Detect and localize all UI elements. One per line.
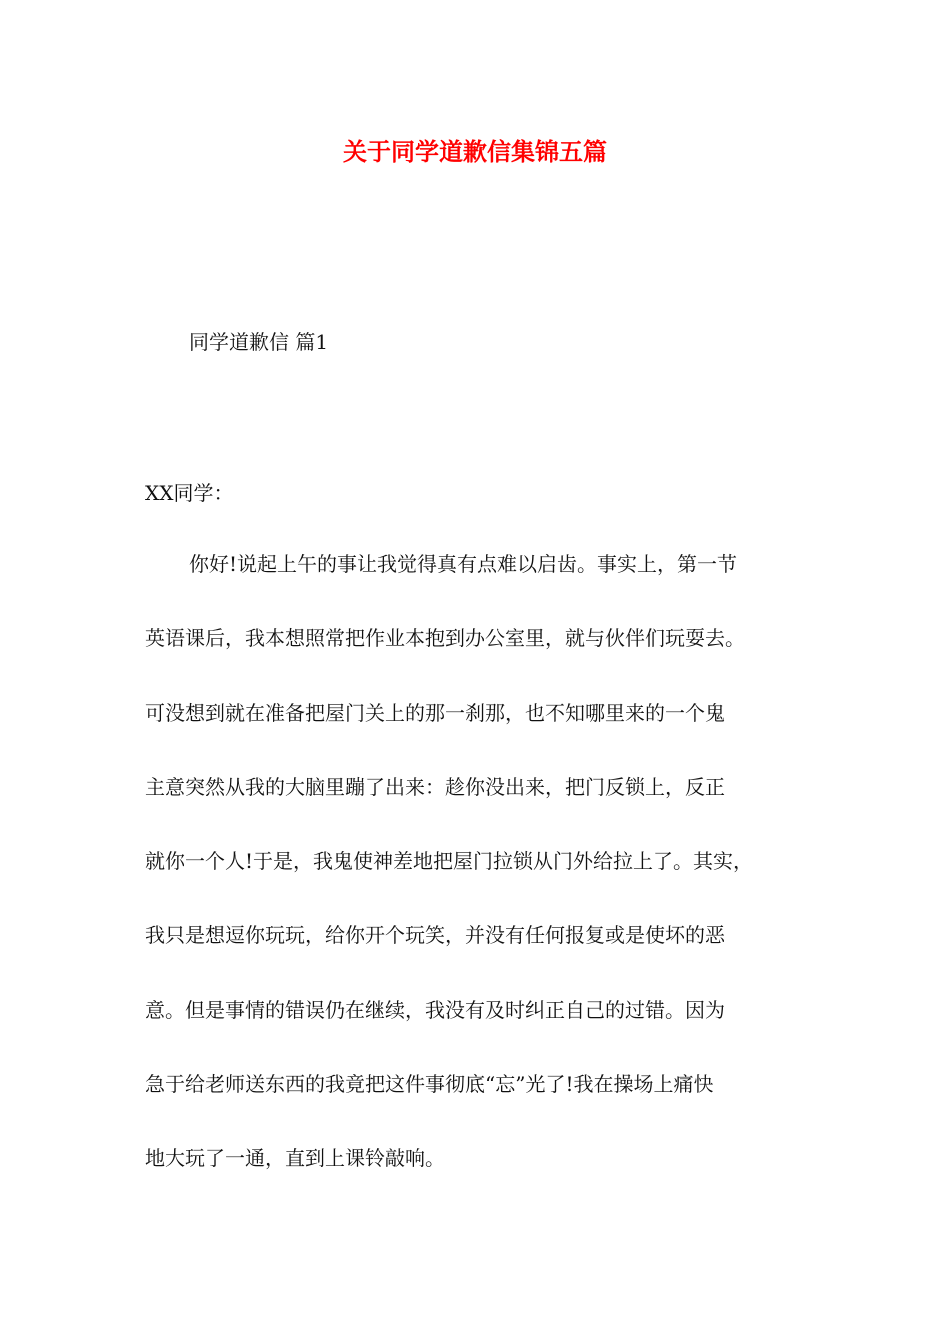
body-line: 可没想到就在准备把屋门关上的那一刹那，也不知哪里来的一个鬼: [145, 700, 725, 725]
body-line: 就你一个人!于是，我鬼使神差地把屋门拉锁从门外给拉上了。其实，: [145, 849, 754, 874]
body-line: 意。但是事情的错误仍在继续，我没有及时纠正自己的过错。因为: [145, 997, 725, 1022]
section-heading: 同学道歉信 篇1: [189, 330, 329, 354]
body-line: 地大玩了一通，直到上课铃敲响。: [145, 1146, 445, 1171]
document-title: 关于同学道歉信集锦五篇: [343, 137, 607, 166]
body-line: 英语课后，我本想照常把作业本抱到办公室里，就与伙伴们玩耍去。: [145, 626, 745, 651]
salutation: XX同学：: [145, 481, 234, 505]
body-line: 主意突然从我的大脑里蹦了出来：趁你没出来，把门反锁上，反正: [145, 774, 725, 799]
body-line: 你好!说起上午的事让我觉得真有点难以启齿。事实上，第一节: [189, 552, 738, 576]
body-line: 急于给老师送东西的我竟把这件事彻底“忘”光了!我在操场上痛快: [145, 1072, 714, 1097]
body-line: 我只是想逗你玩玩，给你开个玩笑，并没有任何报复或是使坏的恶: [145, 923, 725, 948]
letter-body: [145, 544, 825, 1213]
